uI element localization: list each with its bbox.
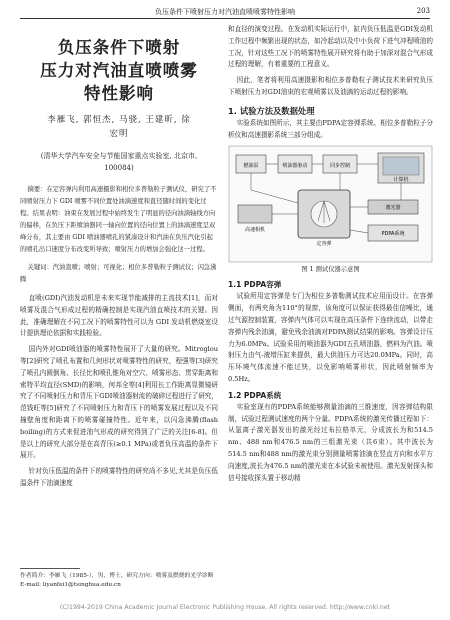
title-line-3: 特性影响 [84, 84, 154, 103]
camera-label: 高速相机 [244, 227, 266, 234]
intro-paragraph-2: 国内外对GDI喷油器的喷雾特性展开了大量的研究。Mitroglou等[2]研究了喷孔布置和几何形状对喷雾特性的研究，程强等[3]研究了喷孔内圆倒角、长径比和喷孔锥角对空穴、喷雾形态、贯穿距离和索特平均直径(SMD)的影响，何邦全等[4]利用长工作距离显微镜研究了不同喷射压力和背压下GDI喷油器射流的破碎过程进行了研究，范钱旺等[5]研究了不同喷射压力和背压下的喷雾发展过程以及不同撞壁角度和距离下的喷雾碰撞特性。近年来，以闪急沸腾(flash boiling)的方式来促进油气形成的研究得到了广泛的关注[6-8]。但是以上的研究大部分是在高背压(≥0.1 MPa)或者负压高温的条件下展开。 [20, 345, 218, 460]
synchro-label: 同步控制 [329, 163, 351, 170]
fuel-pump-label: 燃油泵 [243, 163, 259, 170]
right-intro-paragraph: 和直径的演变过程。在发动机实际运行中，缸内负压低温是GDI发动机工作过程中频繁出现的状态，如冷起动以及中小负荷下进气冲程喷油的工况，针对这些工况下的喷雾特性展开研究将有助于加深对混合气形成过程的理解，有着重要的工程意义。 [228, 25, 433, 69]
section-1-heading: 1. 试验方法及数据处理 [228, 105, 315, 116]
figure-1-schematic [228, 145, 433, 263]
right-column [228, 24, 433, 484]
figure-1-caption: 图 1 测试仪器示意图 [301, 266, 360, 274]
schematic-diagram [228, 145, 433, 263]
laser-label: 激光器 [385, 205, 401, 212]
subsection-1-2-text: 实验室现有的PDPA系统能够测量油滴的三维速度，因容弹结构限制，试验过程测试速度的两个分量。PDPA系统的激光传播过程如下：从氩离子激光器发出的激光经过布拉格单元，分成波长为和514.5 nm、488 nm和476.5 nm的三组激光束（共6束）。其中波长为514.5 nm和488 nm的激光束分别测量喷雾油滴在竖直方向和水平方向速度,波长为476.5 nm的激光束在本试验未被使用。激光发射探头和信号接收探头置于移动精 [228, 402, 434, 482]
computer-label: 计算机 [393, 177, 409, 184]
subsection-1-2-heading: 1.2 PDPA系统 [228, 390, 282, 400]
monitor-screen [383, 157, 419, 175]
camera-box [238, 205, 272, 223]
keywords: 关键词：汽油直喷；喷射；可视化；相位多普勒粒子测试仪；闪急沸腾 [20, 264, 217, 283]
chamber-label: 定容弹 [316, 241, 332, 248]
footnote-divider [20, 568, 80, 569]
author-footnote: 作者简介：李雁飞（1985-），男，博士，研究方向：喷雾及燃烧的光学诊断 E-mail: liyanfei1@tsinghua.edu.cn [20, 573, 214, 588]
left-column [20, 24, 218, 490]
intro-paragraph-3: 针对负压低温的条件下的喷雾特性的研究尚不多见,尤其是负压低温条件下油滴速度 [20, 467, 218, 487]
author-list [20, 113, 218, 141]
subsection-1-1-heading: 1.1 PDPA容弹 [228, 280, 282, 290]
affiliation: (清华大学汽车安全与节能国家重点实验室, 北京市, 100084) [40, 152, 198, 172]
controller-label: 喷油器驱动 [282, 163, 308, 170]
right-intro-paragraph-2: 因此，笔者将利用高速摄影和相位多普勒粒子测试技术来研究负压下喷射压力对GDI油束的宏观喷雾以及油滴的运动过程的影响。 [228, 76, 433, 96]
running-header [20, 6, 430, 19]
pdpa-label: PDPA系统 [381, 231, 405, 238]
authors-line-2: 宏明 [109, 129, 129, 139]
page-number: 203 [416, 7, 430, 15]
intro-paragraph-1: 直喷(GDI)汽油发动机是未来实现节能减排的主流技术[1]，而对喷雾及混合气形成过程的精确控制是实现汽油直喷技术的关键。因此，准确理解在不同工况下的喷雾特性可以为 GDI 发动机燃烧室设计提供理论依据和实践检验。 [20, 294, 218, 338]
section-1-text: 实验系统如图所示，其主要由PDPA定容弹系统、相位多普勒粒子分析仪和高速摄影系统三部分组成。 [228, 118, 433, 139]
title-line-2: 压力对汽油直喷喷雾 [40, 61, 198, 80]
authors-line-1: 李雁飞, 郭恒杰, 马骁, 王建昕, 徐 [47, 115, 191, 125]
abstract: 摘要：在定容弹内利用高速摄影和相位多普勒粒子测试仪，研究了不同喷射压力下 GDI 喷雾不同位置处油滴速度和直径随时间的变化过程。结果表明：油束在发展过程中始终发生了明显的径向油滴轴线方向的偏移，在负压下距喷油器同一轴向位置的径向位置上的油滴速度呈双峰分布，其主要由 GDI 喷油器喷孔的紧凑设计和汽油在负压汽化引起的喷孔出口速度分布改变所导致；喷射压力的增加会强化这一过程。 [20, 186, 217, 253]
cnki-watermark: (C)1994-2019 China Academic Journal Electronic Publishing House. All rights reserved. http://www.cnki.net [59, 604, 391, 611]
article-title [20, 36, 218, 105]
running-title: 负压条件下喷射压力对汽油直喷喷雾特性影响 [155, 8, 295, 16]
subsection-1-1-text: 试验所用定容弹是专门为相位多普勒测试技术应用而设计。在容弹侧面，有两夹角为110°的视窗，该角度可以保证获得最佳信噪比，通过气源控制装置，容弹内气体可以实现在高压条件下连续流动，以带走容弹内残余油滴，避免残余油滴对PDPA测试结果的影响。容弹设计压力为6.0MPa。试验采用的喷油器为GDI五孔喷油器，燃料为汽油。喷射压力由气-液增压缸来提供，最大供油压力可达20.0MPa。同时，高压环境气体流速不能过快，以免影响喷雾形状，因此喷射频率为0.5Hz。 [228, 292, 433, 383]
title-line-1: 负压条件下喷射 [57, 38, 181, 57]
